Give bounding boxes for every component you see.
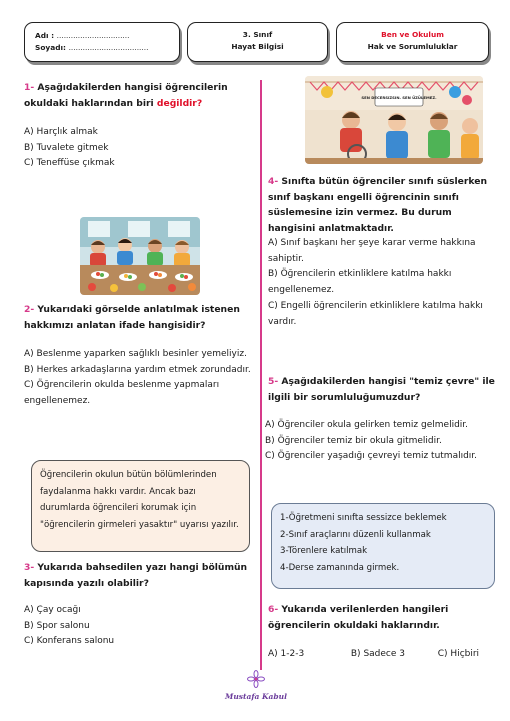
- option-b[interactable]: B) Herkes arkadaşlarına yardım etmek zorundadır.: [24, 364, 251, 375]
- surname-dots: ..................................: [68, 43, 149, 52]
- question-1-options: [24, 125, 252, 172]
- classroom-illustration: [305, 76, 483, 164]
- cafeteria-illustration: [80, 217, 200, 295]
- option-b[interactable]: B) Sadece 3: [350, 649, 405, 659]
- info-item: 1-Öğretmeni sınıfta sessizce beklemek: [280, 513, 447, 523]
- author-logo: [221, 670, 291, 701]
- info-item: 3-Törenlere katılmak: [280, 546, 368, 556]
- info-box-right: [271, 503, 495, 589]
- column-divider: [260, 80, 262, 670]
- question-3-options: [24, 603, 252, 650]
- surname-label: Soyadı:: [35, 43, 66, 52]
- question-number: 5-: [268, 376, 279, 387]
- question-number: 1-: [24, 82, 35, 93]
- question-5-options: [265, 418, 505, 465]
- option-c[interactable]: C) Öğrencilerin okulda beslenme yapmaları engellenemez.: [24, 380, 220, 406]
- question-text: Yukarıda verilenlerden hangileri öğrencilerin okuldaki haklarındır.: [268, 604, 449, 631]
- option-a[interactable]: A) Harçlık almak: [24, 127, 98, 137]
- subject-label: Hayat Bilgisi: [231, 42, 284, 51]
- question-2: [24, 302, 256, 333]
- cafeteria-image: [80, 217, 200, 295]
- question-6: [268, 602, 500, 633]
- header-class-box: [187, 22, 328, 62]
- classroom-image: [305, 76, 483, 164]
- name-line: [25, 30, 179, 42]
- question-1: [24, 80, 252, 111]
- question-text: Yukarıda bahsedilen yazı hangi bölümün kapısında yazılı olabilir?: [24, 562, 248, 589]
- option-b[interactable]: B) Spor salonu: [24, 620, 90, 631]
- question-3: [24, 560, 252, 591]
- option-a[interactable]: A) Sınıf başkanı her şeye karar verme hakkına sahiptir.: [268, 238, 476, 264]
- option-a[interactable]: A) 1-2-3: [268, 649, 305, 659]
- question-number: 4-: [268, 176, 279, 187]
- question-text: Yukarıdaki görselde anlatılmak istenen hakkımızı anlatan ifade hangisidir?: [24, 304, 240, 331]
- option-b[interactable]: B) Tuvalete gitmek: [24, 142, 109, 153]
- info-item: 2-Sınıf araçlarını düzenli kullanmak: [280, 529, 431, 540]
- option-a[interactable]: A) Beslenme yaparken sağlıklı besinler yemeliyiz.: [24, 349, 247, 359]
- question-highlight: değildir?: [156, 97, 203, 109]
- topic-title: Hak ve Sorumluluklar: [367, 42, 458, 51]
- option-c[interactable]: C) Engelli öğrencilerin etkinliklere katılma hakkı vardır.: [268, 300, 483, 327]
- question-number: 3-: [24, 562, 35, 573]
- question-text: Aşağıdakilerden hangisi öğrencilerin okuldaki haklarından biri: [24, 82, 228, 109]
- option-b[interactable]: B) Öğrenciler temiz bir okula gitmelidir.: [265, 435, 442, 446]
- question-text: Sınıfta bütün öğrenciler sınıfı süslerken sınıf başkanı engelli öğrencinin sınıfı süslemesine izin vermez. Bu durum hangisini anlatmaktadır.: [268, 176, 488, 234]
- unit-title: Ben ve Okulum: [381, 30, 444, 39]
- option-a[interactable]: A) Çay ocağı: [24, 605, 81, 615]
- question-5: [268, 374, 500, 405]
- question-6-options: [268, 647, 500, 663]
- header-topic-box: [336, 22, 489, 62]
- option-c[interactable]: C) Teneffüse çıkmak: [24, 158, 115, 168]
- option-b[interactable]: B) Öğrencilerin etkinliklere katılma hakkı engellenemez.: [268, 269, 452, 296]
- question-number: 2-: [24, 304, 35, 315]
- option-c[interactable]: C) Hiçbiri: [437, 649, 480, 659]
- flower-icon: [247, 670, 265, 688]
- author-name: Mustafa Kabul: [225, 692, 287, 701]
- grade-label: 3. Sınıf: [242, 30, 273, 39]
- info-text: Öğrencilerin okulun bütün bölümlerinden faydalanma hakkı vardır. Ancak bazı durumlarda öğrencileri korumak için "öğrencilerin girmeleri yasaktır" uyarısı yazılır.: [40, 470, 239, 530]
- option-c[interactable]: C) Öğrenciler yaşadığı çevreyi temiz tutmalıdır.: [265, 451, 478, 461]
- info-box-left: [31, 460, 250, 552]
- option-a[interactable]: A) Öğrenciler okula gelirken temiz gelmelidir.: [265, 420, 469, 430]
- question-4: [268, 174, 500, 236]
- header-student-box: [24, 22, 180, 62]
- question-4-options: [268, 236, 500, 330]
- speech-banner-text: SEN DECERSIZSIN. SEN ÜZÜLEMEZ.: [361, 95, 437, 100]
- question-2-options: [24, 347, 260, 409]
- name-label: Adı :: [35, 31, 55, 40]
- question-number: 6-: [268, 604, 279, 615]
- option-c[interactable]: C) Konferans salonu: [24, 636, 115, 646]
- question-text: Aşağıdakilerden hangisi "temiz çevre" ile ilgili bir sorumluluğumuzdur?: [268, 376, 495, 403]
- name-dots: ...............................: [56, 31, 130, 40]
- surname-line: [25, 42, 179, 54]
- info-item: 4-Derse zamanında girmek.: [280, 562, 400, 573]
